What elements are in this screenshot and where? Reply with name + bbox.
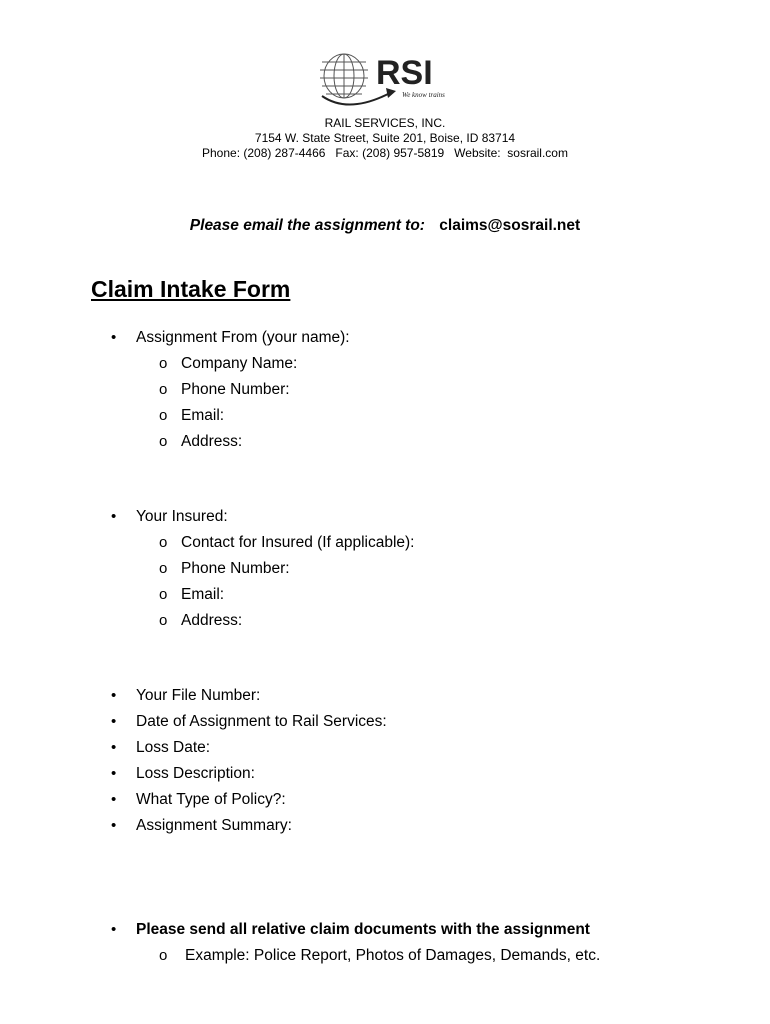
field-label: Loss Date: xyxy=(136,739,211,756)
email-instruction xyxy=(0,217,770,235)
field-label: Your Insured: xyxy=(136,508,228,525)
field-label: Date of Assignment to Rail Services: xyxy=(136,713,387,730)
bullet: • xyxy=(111,765,117,782)
section-assignment-from xyxy=(0,325,770,455)
sub-bullet: o xyxy=(159,407,168,424)
documents-example: Example: Police Report, Photos of Damages, Demands, etc. xyxy=(185,947,601,964)
list-item xyxy=(0,504,770,530)
logo-tagline: We know trains xyxy=(402,91,445,99)
claims-email: claims@sosrail.net xyxy=(439,217,581,234)
sub-list-item xyxy=(0,377,770,403)
sub-bullet: o xyxy=(159,586,168,603)
company-address: 7154 W. State Street, Suite 201, Boise, ID 83714 xyxy=(254,131,516,145)
sub-list-item xyxy=(0,943,770,969)
list-item xyxy=(0,683,770,709)
company-logo xyxy=(318,48,450,114)
field-label: Assignment From (your name): xyxy=(136,329,350,346)
documents-instruction: Please send all relative claim documents with the assignment xyxy=(136,921,590,938)
field-label: Phone Number: xyxy=(181,560,290,577)
email-instruction-label: Please email the assignment to: xyxy=(189,217,425,234)
field-label: Loss Description: xyxy=(136,765,255,782)
field-label: Address: xyxy=(181,612,243,629)
form-title: Claim Intake Form xyxy=(91,276,291,302)
list-item xyxy=(0,761,770,787)
sub-list-item xyxy=(0,582,770,608)
field-label: Email: xyxy=(181,407,225,424)
field-label: Contact for Insured (If applicable): xyxy=(181,534,415,551)
sub-bullet: o xyxy=(159,433,168,450)
sub-list-item xyxy=(0,403,770,429)
bullet: • xyxy=(111,817,117,834)
list-item xyxy=(0,735,770,761)
section-documents-note xyxy=(0,917,770,969)
logo-brand: RSI xyxy=(376,54,433,92)
sub-bullet: o xyxy=(159,612,168,629)
sub-list-item xyxy=(0,556,770,582)
section-claim-details xyxy=(0,683,770,839)
company-name: RAIL SERVICES, INC. xyxy=(324,116,446,130)
sub-bullet: o xyxy=(159,355,168,372)
section-your-insured xyxy=(0,504,770,634)
field-label: What Type of Policy?: xyxy=(136,791,286,808)
field-label: Company Name: xyxy=(181,355,298,372)
sub-bullet: o xyxy=(159,534,168,551)
field-label: Your File Number: xyxy=(136,687,261,704)
sub-bullet: o xyxy=(159,560,168,577)
field-label: Assignment Summary: xyxy=(136,817,292,834)
bullet: • xyxy=(111,329,117,346)
sub-bullet: o xyxy=(159,381,168,398)
list-item xyxy=(0,917,770,943)
sub-bullet: o xyxy=(159,947,168,964)
field-label: Email: xyxy=(181,586,225,603)
list-item xyxy=(0,325,770,351)
field-label: Phone Number: xyxy=(181,381,290,398)
sub-list-item xyxy=(0,429,770,455)
company-contact: Phone: (208) 287-4466 Fax: (208) 957-5819 Website: sosrail.com xyxy=(202,146,568,160)
bullet: • xyxy=(111,739,117,756)
sub-list-item xyxy=(0,351,770,377)
bullet: • xyxy=(111,508,117,525)
list-item xyxy=(0,787,770,813)
bullet: • xyxy=(111,713,117,730)
list-item xyxy=(0,813,770,839)
sub-list-item xyxy=(0,608,770,634)
bullet: • xyxy=(111,791,117,808)
bullet: • xyxy=(111,687,117,704)
field-label: Address: xyxy=(181,433,243,450)
globe-arrow-icon xyxy=(318,48,450,114)
sub-list-item xyxy=(0,530,770,556)
bullet: • xyxy=(111,921,117,938)
list-item xyxy=(0,709,770,735)
